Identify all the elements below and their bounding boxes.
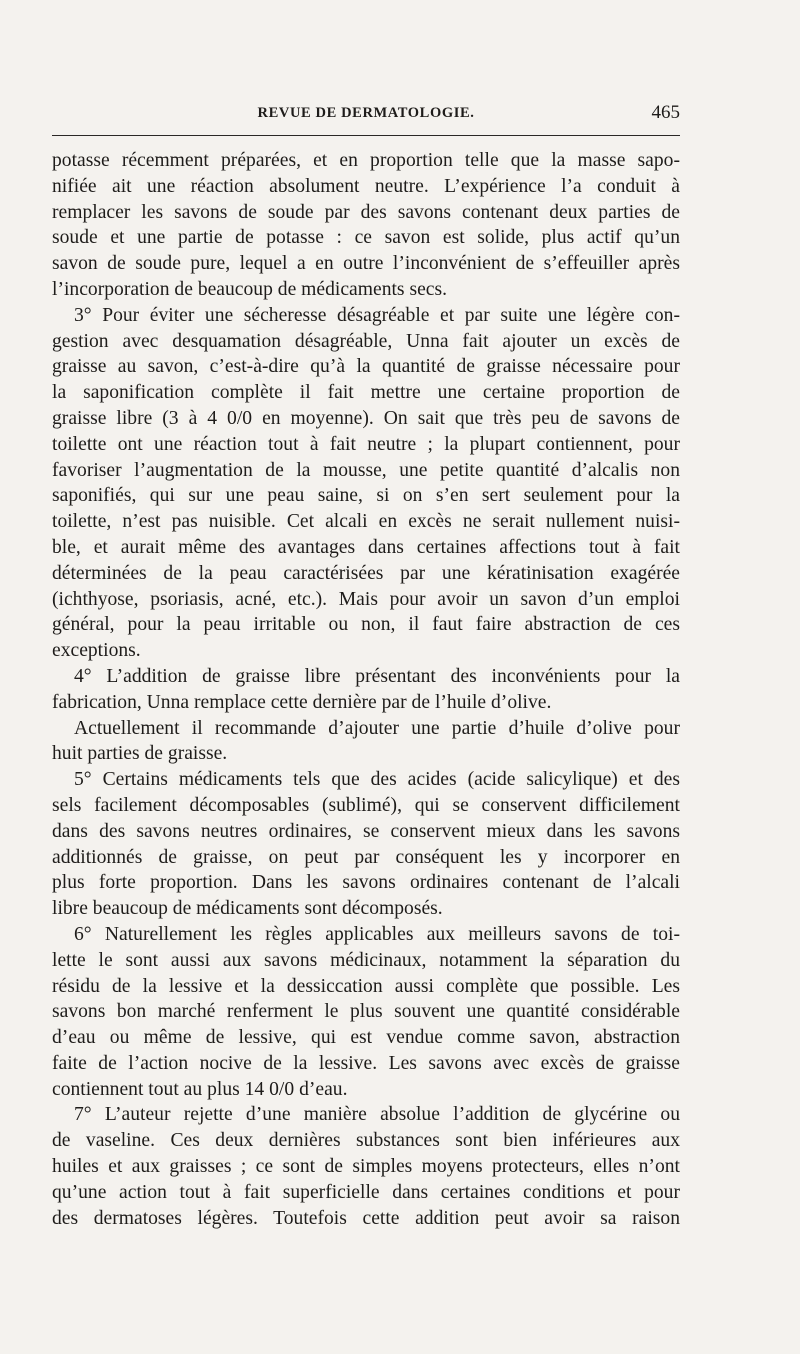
text-line: exceptions. [52,640,141,662]
text-line: résidu de la lessive et la dessiccation aussi complète que possible. Les [52,975,680,997]
text-line: 7° L’auteur rejette d’une manière absolue l’addition de glycérine ou [74,1104,680,1126]
text-line: ble, et aurait même des avantages dans certaines affections tout à fait [52,536,680,558]
text-line: savons bon marché renferment le plus souvent une quantité considérable [52,1001,680,1023]
text-line: toilette ont une réaction tout à fait neutre ; la plupart contiennent, pour [52,433,680,455]
text-line: libre beaucoup de médicaments sont décomposés. [52,898,443,920]
text-line: d’eau ou même de lessive, qui est vendue comme savon, abstraction [52,1027,680,1049]
text-line: toilette, n’est pas nuisible. Cet alcali en excès ne serait nullement nuisi- [52,511,680,533]
text-line: 5° Certains médicaments tels que des acides (acide salicylique) et des [74,769,680,791]
text-line: Actuellement il recommande d’ajouter une partie d’huile d’olive pour [74,717,680,739]
text-line: favoriser l’augmentation de la mousse, une petite quantité d’alcalis non [52,459,680,481]
text-line: nifiée ait une réaction absolument neutre. L’expérience l’a conduit à [52,175,680,197]
text-line: lette le sont aussi aux savons médicinaux, notamment la séparation du [52,949,680,971]
text-line: potasse récemment préparées, et en proportion telle que la masse sapo- [52,150,680,171]
text-line: additionnés de graisse, on peut par conséquent les y incorporer en [52,846,680,868]
text-line: de vaseline. Ces deux dernières substances sont bien inférieures aux [52,1130,680,1152]
text-line: déterminées de la peau caractérisées par une kératinisation exagérée [52,562,680,584]
text-line: général, pour la peau irritable ou non, il faut faire abstraction de ces [52,614,680,636]
text-line: huit parties de graisse. [52,743,228,765]
running-title: REVUE DE DERMATOLOGIE. [257,105,475,121]
header-rule [52,135,680,136]
text-line: des dermatoses légères. Toutefois cette addition peut avoir sa raison [52,1207,680,1229]
text-line: soude et une partie de potasse : ce savon est solide, plus actif qu’un [52,227,680,249]
text-line: 4° L’addition de graisse libre présentant des inconvénients pour la [74,665,680,687]
text-line: huiles et aux graisses ; ce sont de simples moyens protecteurs, elles n’ont [52,1156,680,1178]
body-text [52,148,680,1231]
text-line: savon de soude pure, lequel a en outre l’inconvénient de s’effeuiller après [52,253,680,275]
text-line: sels facilement décomposables (sublimé), qui se conservent difficilement [52,794,680,816]
text-line: remplacer les savons de soude par des savons contenant deux parties de [52,201,680,223]
text-line: graisse au savon, c’est-à-dire qu’à la quantité de graisse nécessaire pour [52,356,680,378]
text-line: qu’une action tout à fait superficielle dans certaines conditions et pour [52,1181,680,1203]
text-line: la saponification complète il fait mettre une certaine proportion de [52,382,680,404]
text-line: (ichthyose, psoriasis, acné, etc.). Mais pour avoir un savon d’un emploi [52,588,680,610]
text-line: faite de l’action nocive de la lessive. Les savons avec excès de graisse [52,1052,680,1074]
page-number: 465 [651,102,680,123]
text-line: 6° Naturellement les règles applicables aux meilleurs savons de toi- [74,923,680,945]
text-line: saponifiés, qui sur une peau saine, si on s’en sert seulement pour la [52,485,680,507]
text-line: fabrication, Unna remplace cette dernière par de l’huile d’olive. [52,691,552,713]
running-head [52,101,680,125]
text-line: contiennent tout au plus 14 0/0 d’eau. [52,1078,348,1100]
text-line: plus forte proportion. Dans les savons ordinaires contenant de l’alcali [52,872,680,894]
text-line: 3° Pour éviter une sécheresse désagréable et par suite une légère con- [74,304,680,326]
text-line: gestion avec desquamation désagréable, Unna fait ajouter un excès de [52,330,680,352]
text-line: l’incorporation de beaucoup de médicaments secs. [52,278,447,300]
text-line: dans des savons neutres ordinaires, se conservent mieux dans les savons [52,820,680,842]
text-line: graisse libre (3 à 4 0/0 en moyenne). On sait que très peu de savons de [52,407,680,429]
